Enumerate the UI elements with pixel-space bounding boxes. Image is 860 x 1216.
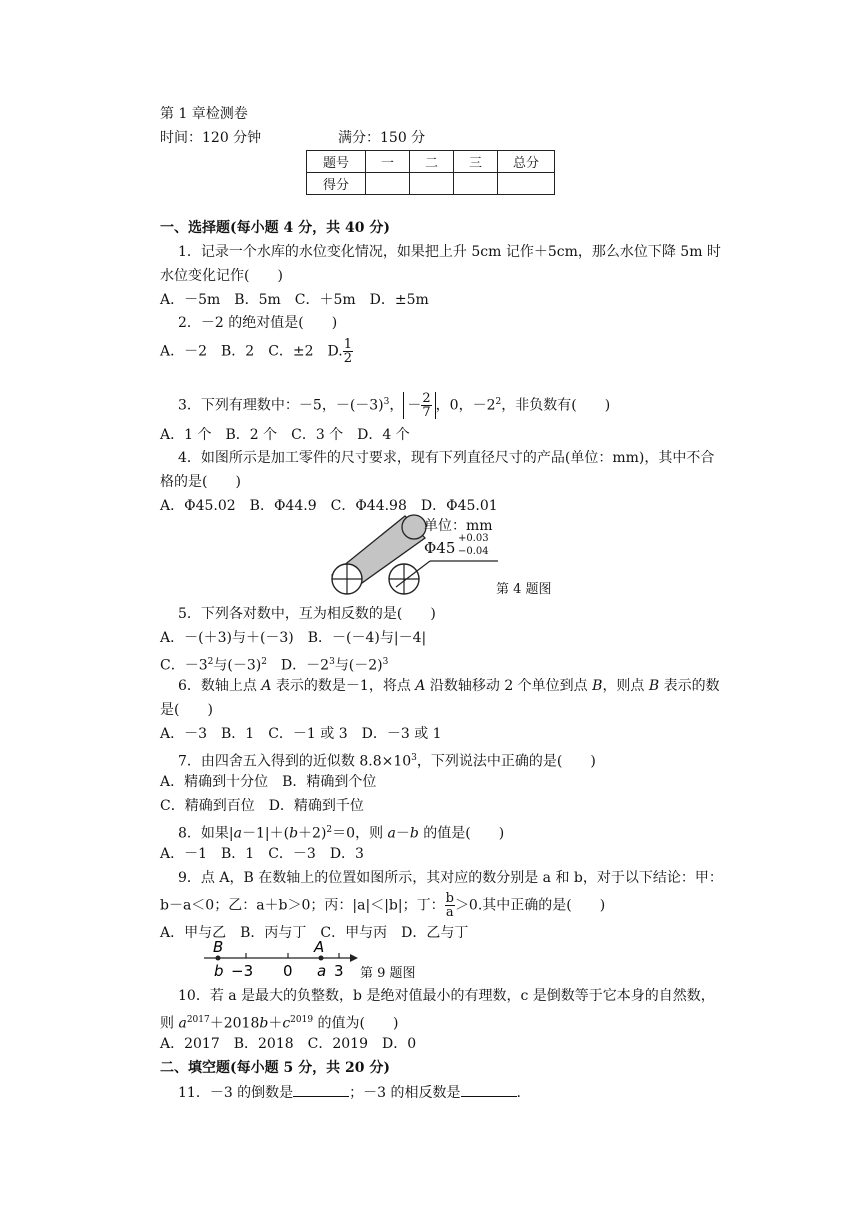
score-cell[interactable]	[498, 173, 555, 195]
q8-t3: ＋2)	[298, 825, 327, 842]
score-header-cell: 题号	[307, 151, 366, 173]
point-a-dot	[319, 956, 324, 961]
q10-options: A．2017 B．2018 C．2019 D．0	[160, 1036, 417, 1052]
fig4-unit: 单位：mm	[424, 518, 493, 534]
q1-options: A．－5m B．5m C．＋5m D．±5m	[160, 292, 429, 308]
q3-text-end: ，非负数有( )	[501, 397, 611, 414]
q8-text	[178, 820, 504, 844]
q3-exp2: 2	[495, 397, 502, 407]
q6-t1: 6．数轴上点	[178, 678, 262, 694]
q9-frac-den: a	[445, 905, 454, 920]
q1-text: 1．记录一个水库的水位变化情况，如果把上升 5cm 记作＋5cm，那么水位下降 5m 时	[178, 244, 721, 260]
q5-c-text: C．－3	[160, 657, 208, 674]
q6-t3: 沿数轴移动 2 个单位到点	[425, 678, 593, 694]
q9-frac-num: b	[445, 891, 454, 906]
q2-text: 2．－2 的绝对值是( )	[178, 315, 338, 331]
q7-text	[178, 748, 596, 772]
q10-t4: 的值为( )	[313, 1015, 399, 1032]
answer-blank[interactable]	[293, 1082, 349, 1097]
score-header-cell: 一	[366, 151, 410, 173]
q5-d-text: D．－2	[266, 657, 330, 674]
q3-frac-den: 7	[422, 405, 431, 421]
q3-text: 3．下列有理数中：－5，$-(-3)^3$， － $\frac{2}{7}$ ，0，$-2^2$，非负数有( )	[178, 391, 611, 421]
label-b: b	[214, 962, 224, 980]
q9-text-cont	[160, 892, 605, 919]
q7-t1: 7．由四舍五入得到的近似数 8.8×10	[178, 753, 412, 770]
q2-frac-den: 2	[343, 351, 353, 366]
q6-text	[178, 676, 720, 696]
q8-t5: －	[395, 825, 410, 842]
number-line-figure	[200, 938, 370, 980]
point-b-dot	[216, 956, 221, 961]
q11-t3: .	[516, 1085, 521, 1101]
q11-t2: ；－3 的相反数是	[349, 1085, 461, 1101]
q6-t5: 表示的数	[659, 678, 720, 694]
q9-t2: ＞0.其中正确的是( )	[454, 897, 606, 914]
q2-frac-num: 1	[343, 337, 353, 352]
point-a: A	[415, 678, 426, 694]
q10-text: 10．若 a 是最大的负整数，b 是绝对值最小的有理数，c 是倒数等于它本身的自然数，	[178, 988, 715, 1004]
score-cell[interactable]	[454, 173, 498, 195]
section1-title: 一、选择题(每小题 4 分，共 40 分)	[160, 220, 390, 236]
q3-abs-sign: －	[407, 397, 422, 414]
score-cell[interactable]	[410, 173, 454, 195]
exam-time: 时间：120 分钟	[160, 130, 262, 146]
q8-options: A．－1 B．1 C．－3 D．3	[160, 846, 364, 862]
answer-blank[interactable]	[461, 1082, 517, 1097]
q3-abs-value	[403, 392, 435, 419]
label-minus-3: −3	[231, 962, 254, 980]
q10-t2: ＋2018	[209, 1015, 260, 1032]
exp: 2	[207, 657, 214, 667]
q3-options: A．1 个 B．2 个 C．3 个 D．4 个	[160, 427, 410, 443]
label-point-a: A	[314, 938, 325, 956]
q11-text	[178, 1082, 521, 1103]
var-b: b	[259, 1015, 269, 1032]
q8-t1: 8．如果|	[178, 825, 234, 842]
q3-fraction	[421, 392, 431, 419]
fig4-caption: 第 4 题图	[496, 582, 552, 597]
q6-options: A．－3 B．1 C．－1 或 3 D．－3 或 1	[160, 726, 442, 742]
score-table	[306, 150, 555, 195]
var-a: a	[178, 1015, 187, 1032]
q2-fraction	[343, 338, 353, 365]
q4-text: 4．如图所示是加工零件的尺寸要求，现有下列直径尺寸的产品(单位：mm)，其中不合	[178, 450, 715, 466]
var-a: a	[387, 825, 396, 842]
score-header-cell: 二	[410, 151, 454, 173]
q9-fraction	[445, 892, 455, 919]
q9-text: 9．点 A，B 在数轴上的位置如图所示，其对应的数分别是 a 和 b，对于以下结论：甲：	[178, 870, 723, 886]
q11-t1: 11．－3 的倒数是	[178, 1085, 294, 1101]
q6-text-cont: 是( )	[160, 702, 213, 718]
score-row-label: 得分	[307, 173, 366, 195]
q3-frac-num: 2	[422, 391, 431, 407]
q8-t4: ＝0，则	[332, 825, 388, 842]
q7-options-cd: C．精确到百位 D．精确到千位	[160, 798, 364, 814]
score-header-cell: 总分	[498, 151, 555, 173]
arrow-right-icon	[350, 954, 358, 962]
var-c: c	[282, 1015, 291, 1032]
point-b: B	[592, 678, 603, 694]
label-a: a	[317, 962, 327, 980]
exp: 2017	[186, 1015, 210, 1025]
exp: 2019	[290, 1015, 314, 1025]
var-a: a	[233, 825, 242, 842]
q10-t3: ＋	[268, 1015, 283, 1032]
q3-text-post: ，0，－2	[435, 397, 496, 414]
var-b: b	[289, 825, 299, 842]
q4-text-cont: 格的是( )	[160, 474, 241, 490]
q2-options	[160, 338, 353, 365]
point-b: B	[648, 678, 660, 694]
label-point-b: B	[213, 938, 224, 956]
q3-text-pre: 3．下列有理数中：－5，－(－3)	[178, 397, 384, 414]
fig4-tolerance-upper: +0.03	[458, 533, 489, 544]
chapter-title: 第 1 章检测卷	[160, 106, 248, 122]
q4-options: A．Φ45.02 B．Φ44.9 C．Φ44.98 D．Φ45.01	[160, 498, 498, 514]
full-score: 满分：150 分	[338, 130, 426, 146]
q7-t2: ，下列说法中正确的是( )	[416, 753, 596, 770]
q10-text-cont	[160, 1010, 398, 1034]
q2-options-text: A．－2 B．2 C．±2 D.	[160, 343, 343, 360]
fig9-caption: 第 9 题图	[360, 966, 416, 981]
q6-t2: 表示的数是－1，将点	[271, 678, 416, 694]
cross-section-icon	[332, 564, 362, 594]
fig4-tolerance-lower: −0.04	[458, 546, 489, 557]
score-header-cell: 三	[454, 151, 498, 173]
section2-title: 二、填空题(每小题 5 分，共 20 分)	[160, 1060, 390, 1076]
score-cell[interactable]	[366, 173, 410, 195]
q6-t4: ，则点	[602, 678, 649, 694]
q7-options-ab: A．精确到十分位 B．精确到个位	[160, 774, 377, 790]
exp: 2	[326, 825, 333, 835]
q8-t2: －1|＋(	[241, 825, 290, 842]
var-b: b	[409, 825, 419, 842]
q9-options: A．甲与乙 B．丙与丁 C．甲与丙 D．乙与丁	[160, 925, 469, 941]
fig4-dimension: Φ45	[424, 539, 456, 557]
q8-t6: 的值是( )	[418, 825, 505, 842]
q9-t1: b－a＜0；乙：a＋b＞0；丙：|a|＜|b|；丁：	[160, 897, 445, 914]
label-zero: 0	[283, 962, 293, 980]
label-3: 3	[334, 962, 344, 980]
cross-section-icon	[389, 564, 419, 594]
q1-text-cont: 水位变化记作( )	[160, 268, 283, 284]
exp: 2	[261, 657, 267, 667]
q5-d-text2: 与(－2)	[334, 657, 383, 674]
q10-t1: 则	[160, 1015, 179, 1032]
q5-options-cd	[160, 652, 388, 676]
q5-text: 5．下列各对数中，互为相反数的是( )	[178, 606, 436, 622]
exp: 3	[411, 753, 417, 763]
q3-exp: 3	[383, 397, 390, 407]
point-a: A	[261, 678, 272, 694]
q5-options-ab: A．－(＋3)与＋(－3) B．－(－4)与|－4|	[160, 630, 427, 646]
exp: 3	[329, 657, 335, 667]
exp: 3	[382, 657, 389, 667]
q5-c-text2: 与(－3)	[213, 657, 262, 674]
